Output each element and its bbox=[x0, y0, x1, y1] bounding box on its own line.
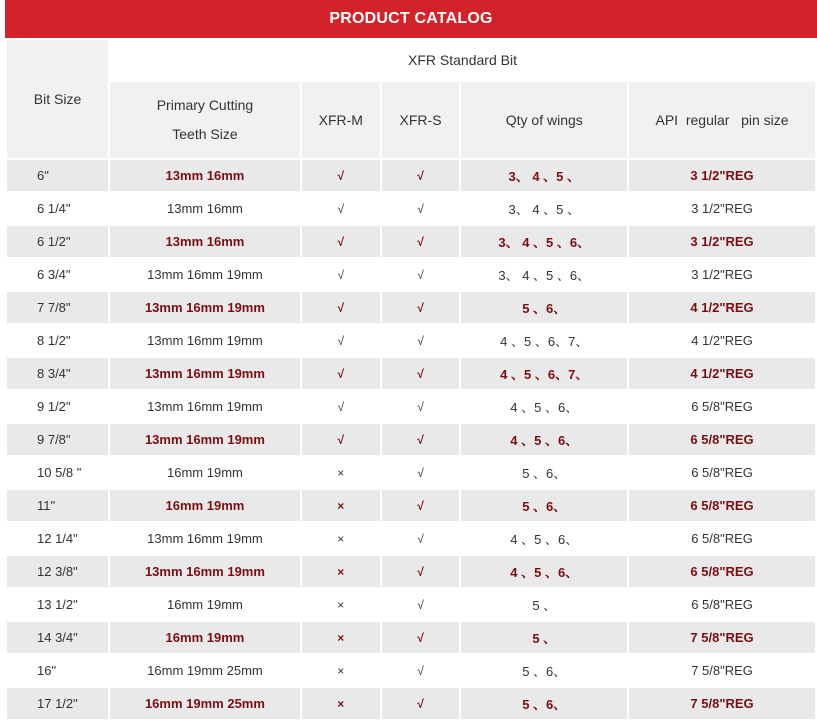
cell-xfr-s: √ bbox=[382, 358, 460, 389]
cell-xfr-s: √ bbox=[382, 391, 460, 422]
table-row bbox=[7, 688, 815, 719]
cell-xfr-m: × bbox=[302, 688, 380, 719]
cell-xfr-s: √ bbox=[382, 325, 460, 356]
cell-wings: 3、 4 、5 、6、 bbox=[461, 259, 627, 290]
cell-bit-size: 6 3/4" bbox=[7, 259, 108, 290]
cell-xfr-m: √ bbox=[302, 193, 380, 224]
cell-teeth-size: 13mm 16mm bbox=[110, 193, 300, 224]
header-cutting-line1: Primary Cutting bbox=[156, 97, 254, 113]
cell-teeth-size: 16mm 19mm 25mm bbox=[110, 688, 300, 719]
cell-xfr-s: √ bbox=[382, 424, 460, 455]
cell-bit-size: 16" bbox=[7, 655, 108, 686]
cell-pin-size: 4 1/2"REG bbox=[629, 325, 815, 356]
cell-pin-size: 3 1/2"REG bbox=[629, 193, 815, 224]
cell-teeth-size: 16mm 19mm bbox=[110, 622, 300, 653]
cell-wings: 4 、5 、6、 bbox=[461, 556, 627, 587]
cell-xfr-m: × bbox=[302, 556, 380, 587]
cell-wings: 4 、5 、6、 bbox=[461, 391, 627, 422]
table-body bbox=[7, 160, 815, 719]
cell-xfr-m: √ bbox=[302, 325, 380, 356]
cell-xfr-m: × bbox=[302, 589, 380, 620]
cell-xfr-s: √ bbox=[382, 523, 460, 554]
cell-bit-size: 8 3/4" bbox=[7, 358, 108, 389]
cell-xfr-m: √ bbox=[302, 292, 380, 323]
cell-pin-size: 6 5/8"REG bbox=[629, 556, 815, 587]
header-row-bottom bbox=[7, 82, 815, 158]
cell-wings: 5 、6、 bbox=[461, 292, 627, 323]
cell-teeth-size: 13mm 16mm 19mm bbox=[110, 424, 300, 455]
cell-pin-size: 7 5/8"REG bbox=[629, 655, 815, 686]
cell-xfr-s: √ bbox=[382, 589, 460, 620]
header-bit-size: Bit Size bbox=[7, 40, 108, 158]
cell-bit-size: 8 1/2" bbox=[7, 325, 108, 356]
table-row bbox=[7, 622, 815, 653]
cell-teeth-size: 13mm 16mm 19mm bbox=[110, 325, 300, 356]
cell-pin-size: 3 1/2"REG bbox=[629, 160, 815, 191]
cell-xfr-m: × bbox=[302, 655, 380, 686]
cell-xfr-m: √ bbox=[302, 424, 380, 455]
cell-xfr-m: √ bbox=[302, 259, 380, 290]
cell-bit-size: 13 1/2" bbox=[7, 589, 108, 620]
cell-wings: 4 、5 、6、 bbox=[461, 424, 627, 455]
table-row bbox=[7, 259, 815, 290]
cell-teeth-size: 16mm 19mm bbox=[110, 589, 300, 620]
product-table bbox=[5, 38, 817, 721]
cell-wings: 4 、5 、6、 bbox=[461, 523, 627, 554]
cell-teeth-size: 13mm 16mm 19mm bbox=[110, 523, 300, 554]
header-api-pin: API regular pin size bbox=[629, 82, 815, 158]
cell-wings: 5 、 bbox=[461, 589, 627, 620]
header-xfr-s: XFR-S bbox=[382, 82, 460, 158]
cell-pin-size: 6 5/8"REG bbox=[629, 523, 815, 554]
cell-xfr-m: × bbox=[302, 457, 380, 488]
header-xfr-m: XFR-M bbox=[302, 82, 380, 158]
cell-teeth-size: 13mm 16mm 19mm bbox=[110, 391, 300, 422]
table-row bbox=[7, 589, 815, 620]
table-row bbox=[7, 490, 815, 521]
cell-wings: 5 、6、 bbox=[461, 688, 627, 719]
cell-xfr-m: √ bbox=[302, 391, 380, 422]
cell-pin-size: 7 5/8"REG bbox=[629, 688, 815, 719]
cell-teeth-size: 16mm 19mm bbox=[110, 457, 300, 488]
cell-teeth-size: 13mm 16mm 19mm bbox=[110, 259, 300, 290]
cell-teeth-size: 13mm 16mm bbox=[110, 160, 300, 191]
cell-xfr-s: √ bbox=[382, 655, 460, 686]
cell-teeth-size: 13mm 16mm 19mm bbox=[110, 556, 300, 587]
catalog-title: PRODUCT CATALOG bbox=[329, 10, 493, 27]
cell-bit-size: 9 7/8" bbox=[7, 424, 108, 455]
cell-teeth-size: 16mm 19mm bbox=[110, 490, 300, 521]
cell-bit-size: 6 1/2" bbox=[7, 226, 108, 257]
cell-pin-size: 6 5/8"REG bbox=[629, 424, 815, 455]
cell-pin-size: 6 5/8"REG bbox=[629, 391, 815, 422]
cell-pin-size: 4 1/2"REG bbox=[629, 358, 815, 389]
cell-wings: 4 、5 、6、7、 bbox=[461, 325, 627, 356]
table-row bbox=[7, 391, 815, 422]
cell-bit-size: 11" bbox=[7, 490, 108, 521]
cell-xfr-s: √ bbox=[382, 688, 460, 719]
header-cutting-line2: Teeth Size bbox=[172, 126, 238, 142]
cell-pin-size: 3 1/2"REG bbox=[629, 259, 815, 290]
table-row bbox=[7, 193, 815, 224]
cell-pin-size: 7 5/8"REG bbox=[629, 622, 815, 653]
cell-bit-size: 17 1/2" bbox=[7, 688, 108, 719]
header-cutting-teeth bbox=[110, 82, 300, 158]
table-row bbox=[7, 292, 815, 323]
cell-bit-size: 6" bbox=[7, 160, 108, 191]
cell-wings: 5 、6、 bbox=[461, 490, 627, 521]
cell-bit-size: 9 1/2" bbox=[7, 391, 108, 422]
cell-bit-size: 12 3/8" bbox=[7, 556, 108, 587]
cell-pin-size: 6 5/8"REG bbox=[629, 589, 815, 620]
cell-pin-size: 6 5/8"REG bbox=[629, 457, 815, 488]
cell-xfr-s: √ bbox=[382, 226, 460, 257]
cell-teeth-size: 13mm 16mm 19mm bbox=[110, 358, 300, 389]
cell-wings: 5 、6、 bbox=[461, 457, 627, 488]
cell-pin-size: 3 1/2"REG bbox=[629, 226, 815, 257]
cell-xfr-s: √ bbox=[382, 259, 460, 290]
catalog-banner bbox=[5, 0, 817, 38]
cell-bit-size: 10 5/8 " bbox=[7, 457, 108, 488]
table-row bbox=[7, 358, 815, 389]
table-row bbox=[7, 556, 815, 587]
cell-teeth-size: 16mm 19mm 25mm bbox=[110, 655, 300, 686]
cell-wings: 5 、 bbox=[461, 622, 627, 653]
cell-xfr-m: √ bbox=[302, 226, 380, 257]
cell-xfr-s: √ bbox=[382, 622, 460, 653]
header-wings: Qty of wings bbox=[461, 82, 627, 158]
cell-xfr-s: √ bbox=[382, 556, 460, 587]
cell-pin-size: 4 1/2"REG bbox=[629, 292, 815, 323]
cell-bit-size: 7 7/8" bbox=[7, 292, 108, 323]
cell-xfr-s: √ bbox=[382, 457, 460, 488]
cell-bit-size: 14 3/4" bbox=[7, 622, 108, 653]
header-group-xfr: XFR Standard Bit bbox=[110, 40, 815, 80]
table-row bbox=[7, 325, 815, 356]
cell-pin-size: 6 5/8"REG bbox=[629, 490, 815, 521]
table-row bbox=[7, 655, 815, 686]
table-row bbox=[7, 523, 815, 554]
table-row bbox=[7, 457, 815, 488]
cell-xfr-m: × bbox=[302, 523, 380, 554]
cell-bit-size: 6 1/4" bbox=[7, 193, 108, 224]
cell-wings: 5 、6、 bbox=[461, 655, 627, 686]
cell-teeth-size: 13mm 16mm bbox=[110, 226, 300, 257]
cell-xfr-s: √ bbox=[382, 193, 460, 224]
cell-wings: 3、 4 、5 、 bbox=[461, 160, 627, 191]
table-row bbox=[7, 160, 815, 191]
table-row bbox=[7, 424, 815, 455]
cell-xfr-s: √ bbox=[382, 292, 460, 323]
table-row bbox=[7, 226, 815, 257]
cell-teeth-size: 13mm 16mm 19mm bbox=[110, 292, 300, 323]
cell-xfr-m: × bbox=[302, 622, 380, 653]
cell-xfr-m: √ bbox=[302, 358, 380, 389]
cell-wings: 3、 4 、5 、 bbox=[461, 193, 627, 224]
cell-xfr-s: √ bbox=[382, 160, 460, 191]
cell-bit-size: 12 1/4" bbox=[7, 523, 108, 554]
header-row-top bbox=[7, 40, 815, 80]
cell-xfr-m: √ bbox=[302, 160, 380, 191]
cell-wings: 4 、5 、6、7、 bbox=[461, 358, 627, 389]
cell-xfr-m: × bbox=[302, 490, 380, 521]
cell-wings: 3、 4 、5 、6、 bbox=[461, 226, 627, 257]
cell-xfr-s: √ bbox=[382, 490, 460, 521]
